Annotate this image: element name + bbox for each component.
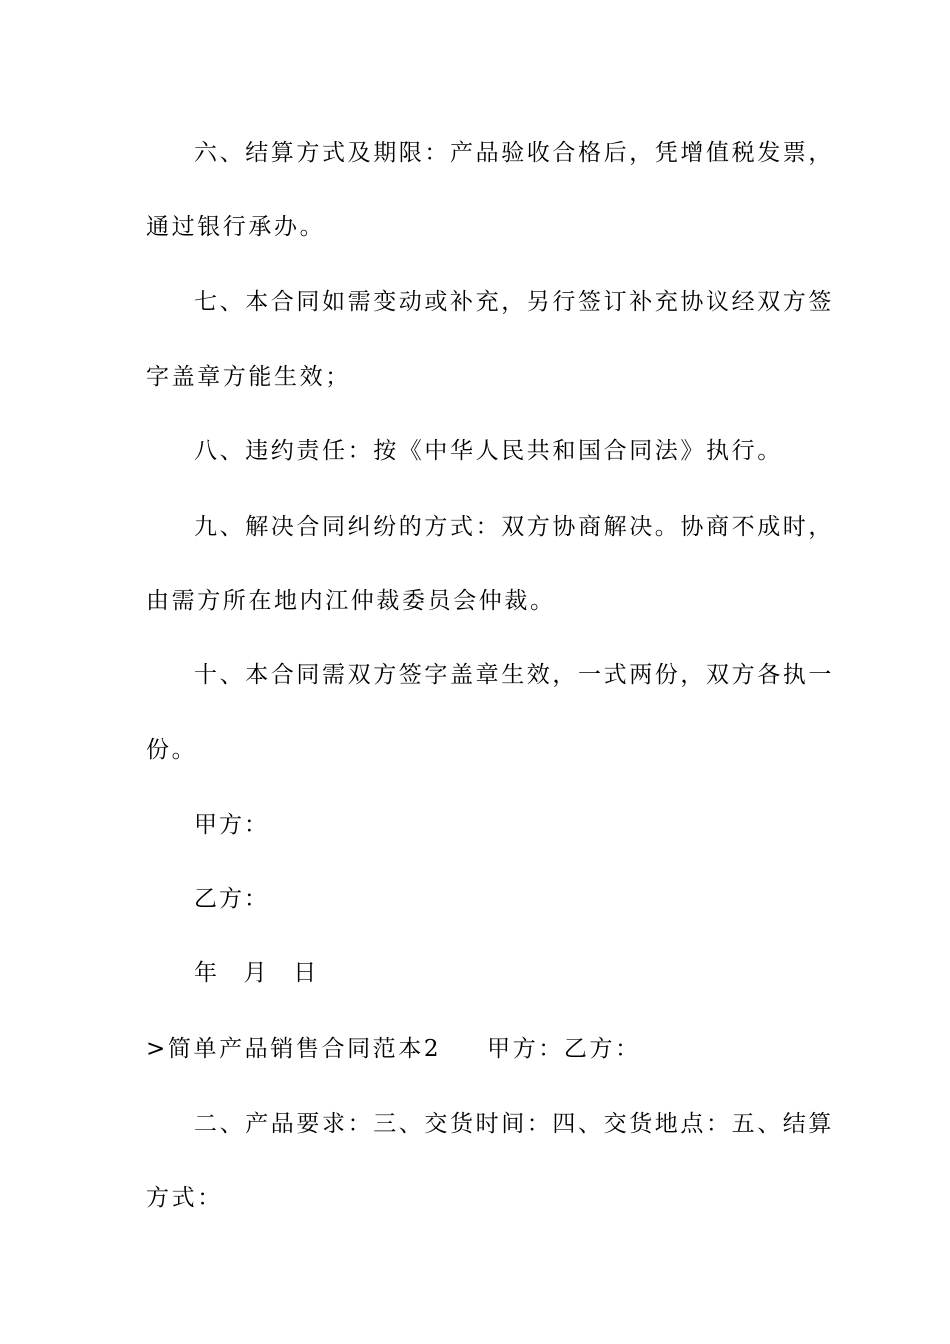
clause-nine-line-1: 九、解决合同纠纷的方式：双方协商解决。协商不成时，: [194, 514, 834, 540]
date-line: 年 月 日: [194, 960, 321, 986]
clause-eight-line-1: 八、违约责任：按《中华人民共和国合同法》执行。: [194, 438, 783, 464]
sample-two-parties: 甲方：乙方：: [487, 1036, 641, 1062]
clause-ten-line-2: 份。: [146, 737, 198, 763]
clause-ten-line-1: 十、本合同需双方签字盖章生效，一式两份，双方各执一: [194, 662, 834, 688]
sample-two-heading-line: [146, 1034, 806, 1064]
clause-seven-line-2: 字盖章方能生效；: [146, 364, 351, 390]
clause-seven-line-1: 七、本合同如需变动或补充，另行签订补充协议经双方签: [194, 289, 834, 315]
party-b-label: 乙方：: [194, 886, 269, 912]
clause-six-line-2: 通过银行承办。: [146, 214, 326, 240]
sample-two-clauses-line-1: 二、产品要求：三、交货时间：四、交货地点：五、结算: [194, 1111, 834, 1137]
clause-six-line-1: 六、结算方式及期限：产品验收合格后，凭增值税发票，: [194, 140, 834, 166]
sample-two-title: >简单产品销售合同范本2: [146, 1036, 442, 1062]
clause-nine-line-2: 由需方所在地内江仲裁委员会仲裁。: [146, 588, 556, 614]
sample-two-clauses-line-2: 方式：: [146, 1185, 223, 1211]
party-a-label: 甲方：: [194, 812, 269, 838]
